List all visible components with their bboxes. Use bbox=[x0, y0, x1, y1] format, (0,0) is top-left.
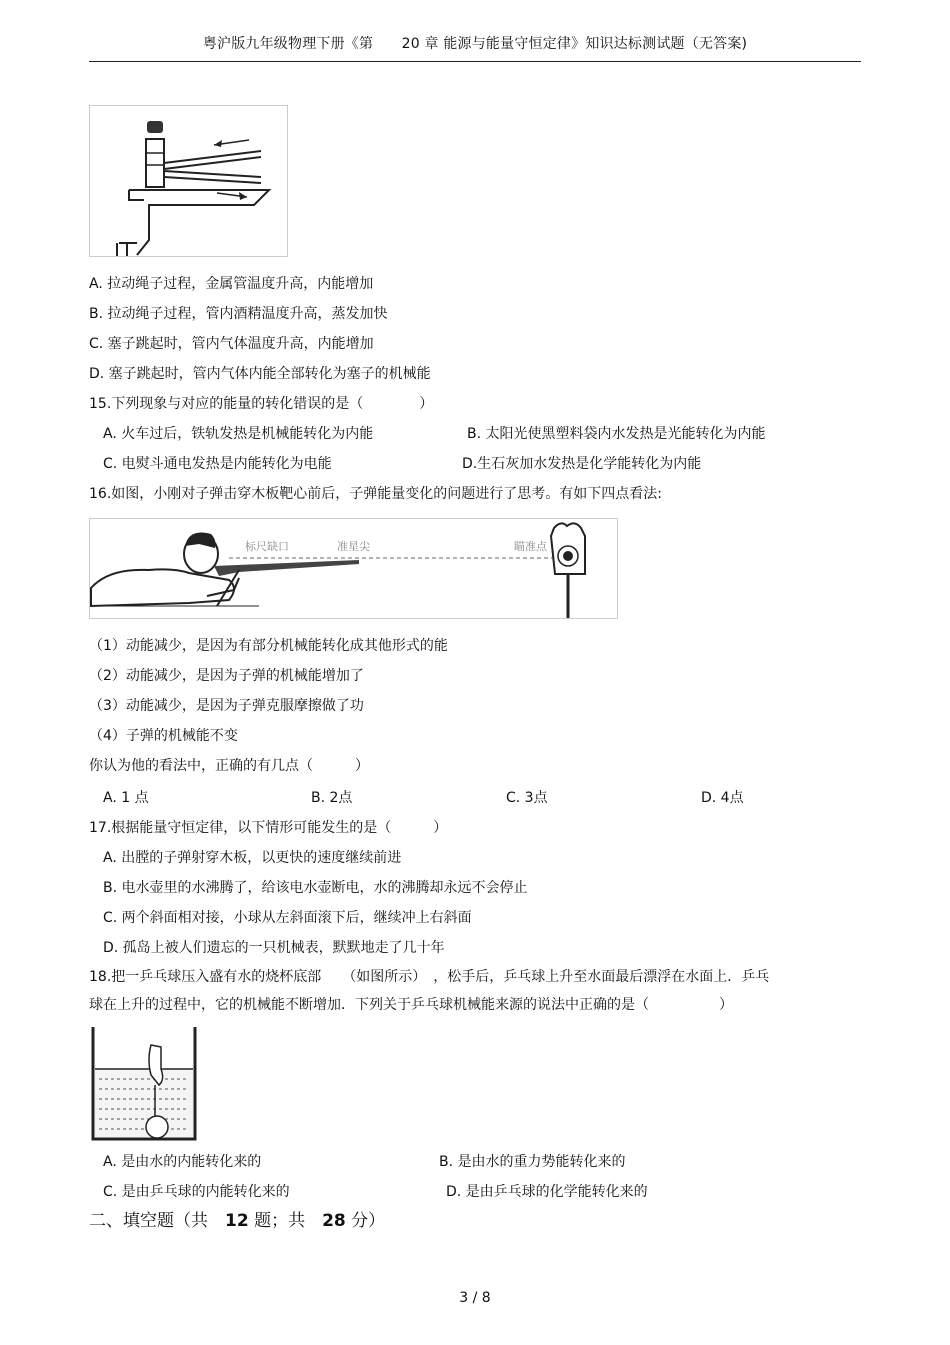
section-mid: 题；共 bbox=[248, 1211, 323, 1231]
label-front-sight: 准星尖 bbox=[337, 540, 370, 553]
q14-option-b: B. 拉动绳子过程，管内酒精温度升高，蒸发加快 bbox=[89, 306, 388, 322]
q17-option-b: B. 电水壶里的水沸腾了，给该电水壶断电，水的沸腾却永远不会停止 bbox=[103, 880, 528, 896]
q18-option-d: D. 是由乒乓球的化学能转化来的 bbox=[446, 1184, 648, 1200]
page-number: 3 / 8 bbox=[459, 1290, 491, 1306]
q18-option-a: A. 是由水的内能转化来的 bbox=[103, 1154, 262, 1170]
q15-option-b: B. 太阳光使黑塑料袋内水发热是光能转化为内能 bbox=[467, 426, 766, 442]
q16-view-3: （3）动能减少，是因为子弹克服摩擦做了功 bbox=[89, 698, 364, 714]
q17-stem: 17.根据能量守恒定律，以下情形可能发生的是（ ） bbox=[89, 820, 448, 836]
q15-option-d: D.生石灰加水发热是化学能转化为内能 bbox=[462, 456, 702, 472]
figure-friction-tube bbox=[89, 105, 288, 257]
q15-stem: 15.下列现象与对应的能量的转化错误的是（ ） bbox=[89, 396, 434, 412]
figure-beaker-ball bbox=[89, 1025, 199, 1142]
document-header: 粤沪版九年级物理下册《第 20 章 能源与能量守恒定律》知识达标测试题（无答案) bbox=[202, 36, 748, 52]
q17-option-d: D. 孤岛上被人们遗忘的一只机械表，默默地走了几十年 bbox=[103, 940, 445, 956]
q18-option-c: C. 是由乒乓球的内能转化来的 bbox=[103, 1184, 290, 1200]
label-rear-sight: 标尺缺口 bbox=[245, 540, 289, 553]
q16-option-b: B. 2点 bbox=[311, 790, 353, 806]
q14-option-d: D. 塞子跳起时，管内气体内能全部转化为塞子的机械能 bbox=[89, 366, 431, 382]
section-heading-fill-blank bbox=[89, 1210, 385, 1232]
q16-view-4: （4）子弹的机械能不变 bbox=[89, 728, 238, 744]
q16-option-a: A. 1 点 bbox=[103, 790, 149, 806]
q14-option-a: A. 拉动绳子过程，金属管温度升高，内能增加 bbox=[89, 276, 374, 292]
header-divider bbox=[89, 61, 861, 62]
label-aim-point: 瞄准点 bbox=[514, 540, 547, 553]
q16-option-c: C. 3点 bbox=[506, 790, 548, 806]
section-score: 28 bbox=[322, 1211, 346, 1231]
section-prefix: 二、填空题（共 bbox=[89, 1211, 225, 1231]
q16-view-1: （1）动能减少，是因为有部分机械能转化成其他形式的能 bbox=[89, 638, 448, 654]
q16-stem: 16.如图，小刚对子弹击穿木板靶心前后，子弹能量变化的问题进行了思考。有如下四点看法: bbox=[89, 486, 662, 502]
q18-option-b: B. 是由水的重力势能转化来的 bbox=[439, 1154, 626, 1170]
q15-option-c: C. 电熨斗通电发热是内能转化为电能 bbox=[103, 456, 332, 472]
q16-option-d: D. 4点 bbox=[701, 790, 744, 806]
figure-rifle-target bbox=[89, 518, 618, 619]
q17-option-a: A. 出膛的子弹射穿木板，以更快的速度继续前进 bbox=[103, 850, 402, 866]
q18-stem-line2: 球在上升的过程中，它的机械能不断增加．下列关于乒乓球机械能来源的说法中正确的是（ ） bbox=[89, 997, 733, 1013]
q18-stem-line1: 18.把一乒乓球压入盛有水的烧杯底部 （如图所示） ，松手后，乒乓球上升至水面最后漂浮在水面上．乒乓 bbox=[89, 969, 770, 985]
q14-option-c: C. 塞子跳起时，管内气体温度升高，内能增加 bbox=[89, 336, 374, 352]
q16-question: 你认为他的看法中，正确的有几点（ ） bbox=[89, 758, 369, 774]
q17-option-c: C. 两个斜面相对接，小球从左斜面滚下后，继续冲上右斜面 bbox=[103, 910, 472, 926]
q15-option-a: A. 火车过后，铁轨发热是机械能转化为内能 bbox=[103, 426, 374, 442]
q16-view-2: （2）动能减少，是因为子弹的机械能增加了 bbox=[89, 668, 364, 684]
section-question-count: 12 bbox=[225, 1211, 249, 1231]
section-suffix: 分） bbox=[345, 1211, 386, 1231]
